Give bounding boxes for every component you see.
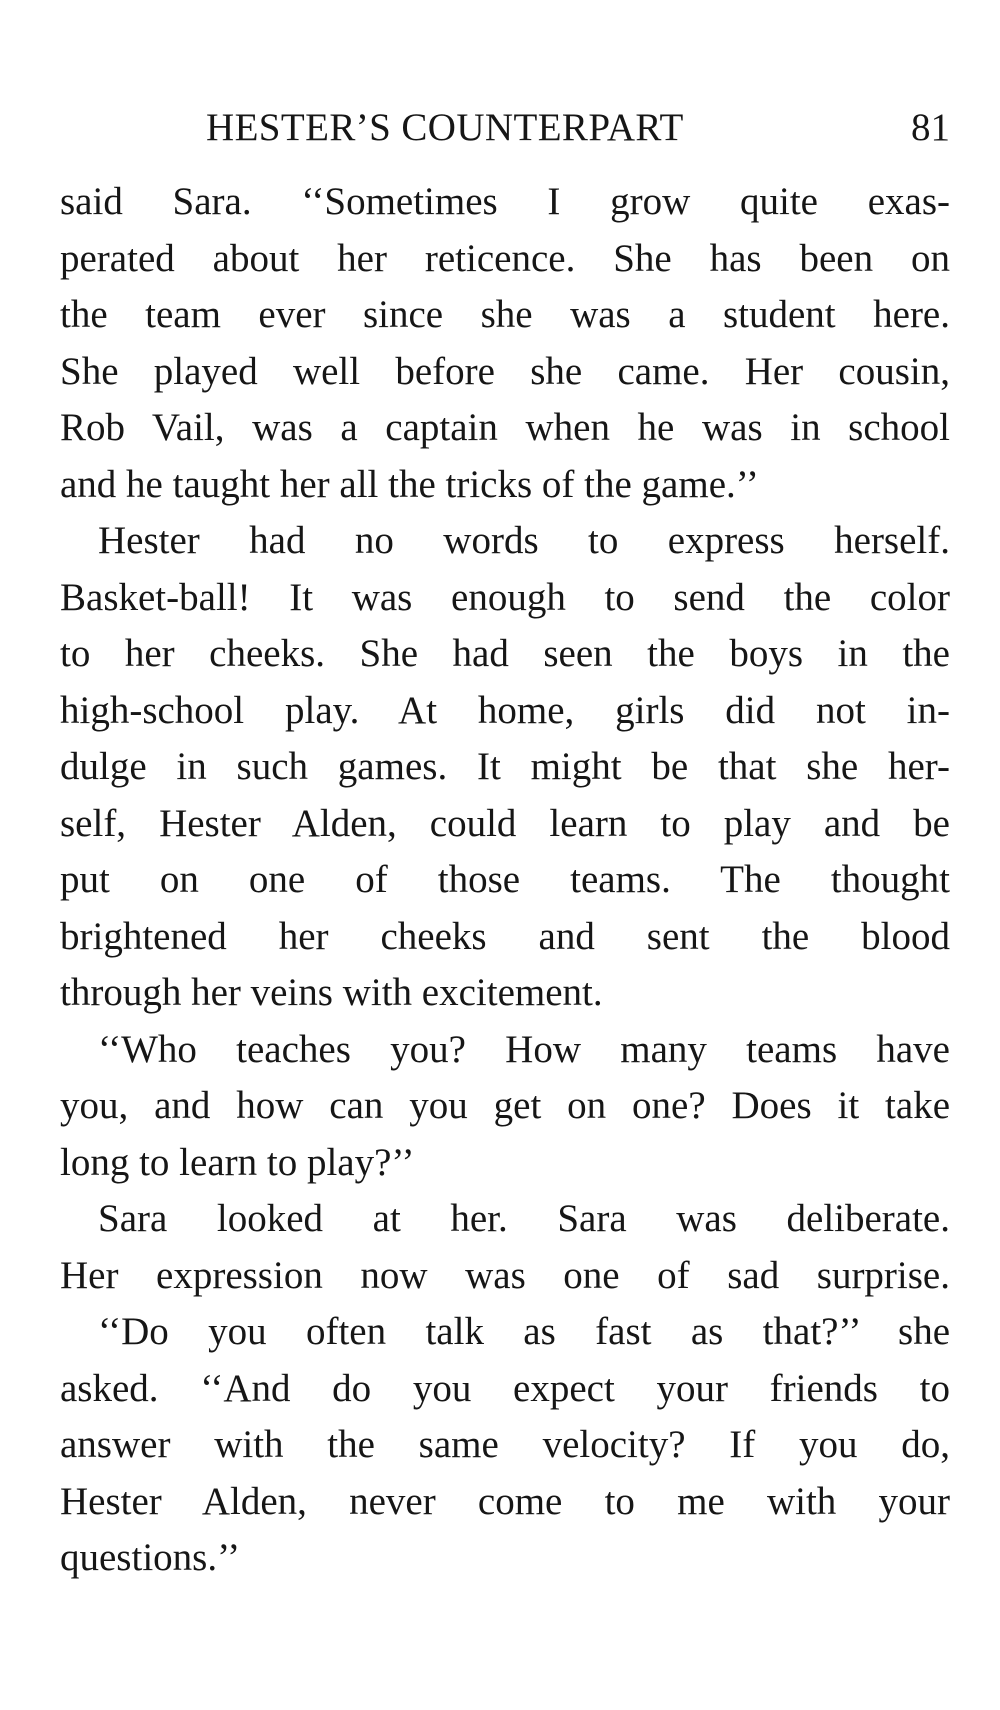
text-line: long to learn to play?’’ <box>60 1140 415 1184</box>
running-head <box>60 103 950 153</box>
text-line: Hester had no words to express herself. <box>98 519 950 562</box>
text-line: ‘‘Do you often talk as fast as that?’’ she <box>98 1310 950 1353</box>
text-line: ‘‘Who teaches you? How many teams have <box>98 1027 950 1071</box>
text-line: brightened her cheeks and sent the blood <box>60 914 950 958</box>
text-line: Sara looked at her. Sara was deliberate. <box>98 1197 950 1240</box>
text-line: self, Hester Alden, could learn to play and be <box>60 801 950 845</box>
text-line: the team ever since she was a student here. <box>60 293 950 336</box>
text-line: Rob Vail, was a captain when he was in school <box>60 406 950 449</box>
text-line: to her cheeks. She had seen the boys in the <box>60 632 950 675</box>
text-line: Her expression now was one of sad surprise. <box>60 1253 950 1297</box>
text-line: perated about her reticence. She has been on <box>60 236 950 280</box>
text-line: asked. ‘‘And do you expect your friends to <box>60 1366 950 1410</box>
text-line: said Sara. ‘‘Sometimes I grow quite exas- <box>60 180 950 223</box>
page-number: 81 <box>911 106 950 149</box>
text-line: and he taught her all the tricks of the game.’’ <box>60 462 759 506</box>
text-line: put on one of those teams. The thought <box>60 858 950 901</box>
text-line: Hester Alden, never come to me with your <box>60 1479 950 1523</box>
text-line: She played well before she came. Her cousin, <box>60 349 950 393</box>
text-line: through her veins with excitement. <box>60 971 603 1014</box>
body-text <box>60 174 950 1587</box>
text-line: dulge in such games. It might be that she her- <box>60 745 950 788</box>
text-line: you, and how can you get on one? Does it take <box>60 1084 950 1127</box>
text-line: answer with the same velocity? If you do, <box>60 1423 950 1466</box>
text-line: high-school play. At home, girls did not in- <box>60 688 950 732</box>
running-title: HESTER’S COUNTERPART <box>206 106 684 149</box>
text-line: questions.’’ <box>60 1536 241 1579</box>
text-line: Basket-ball! It was enough to send the color <box>60 575 950 619</box>
